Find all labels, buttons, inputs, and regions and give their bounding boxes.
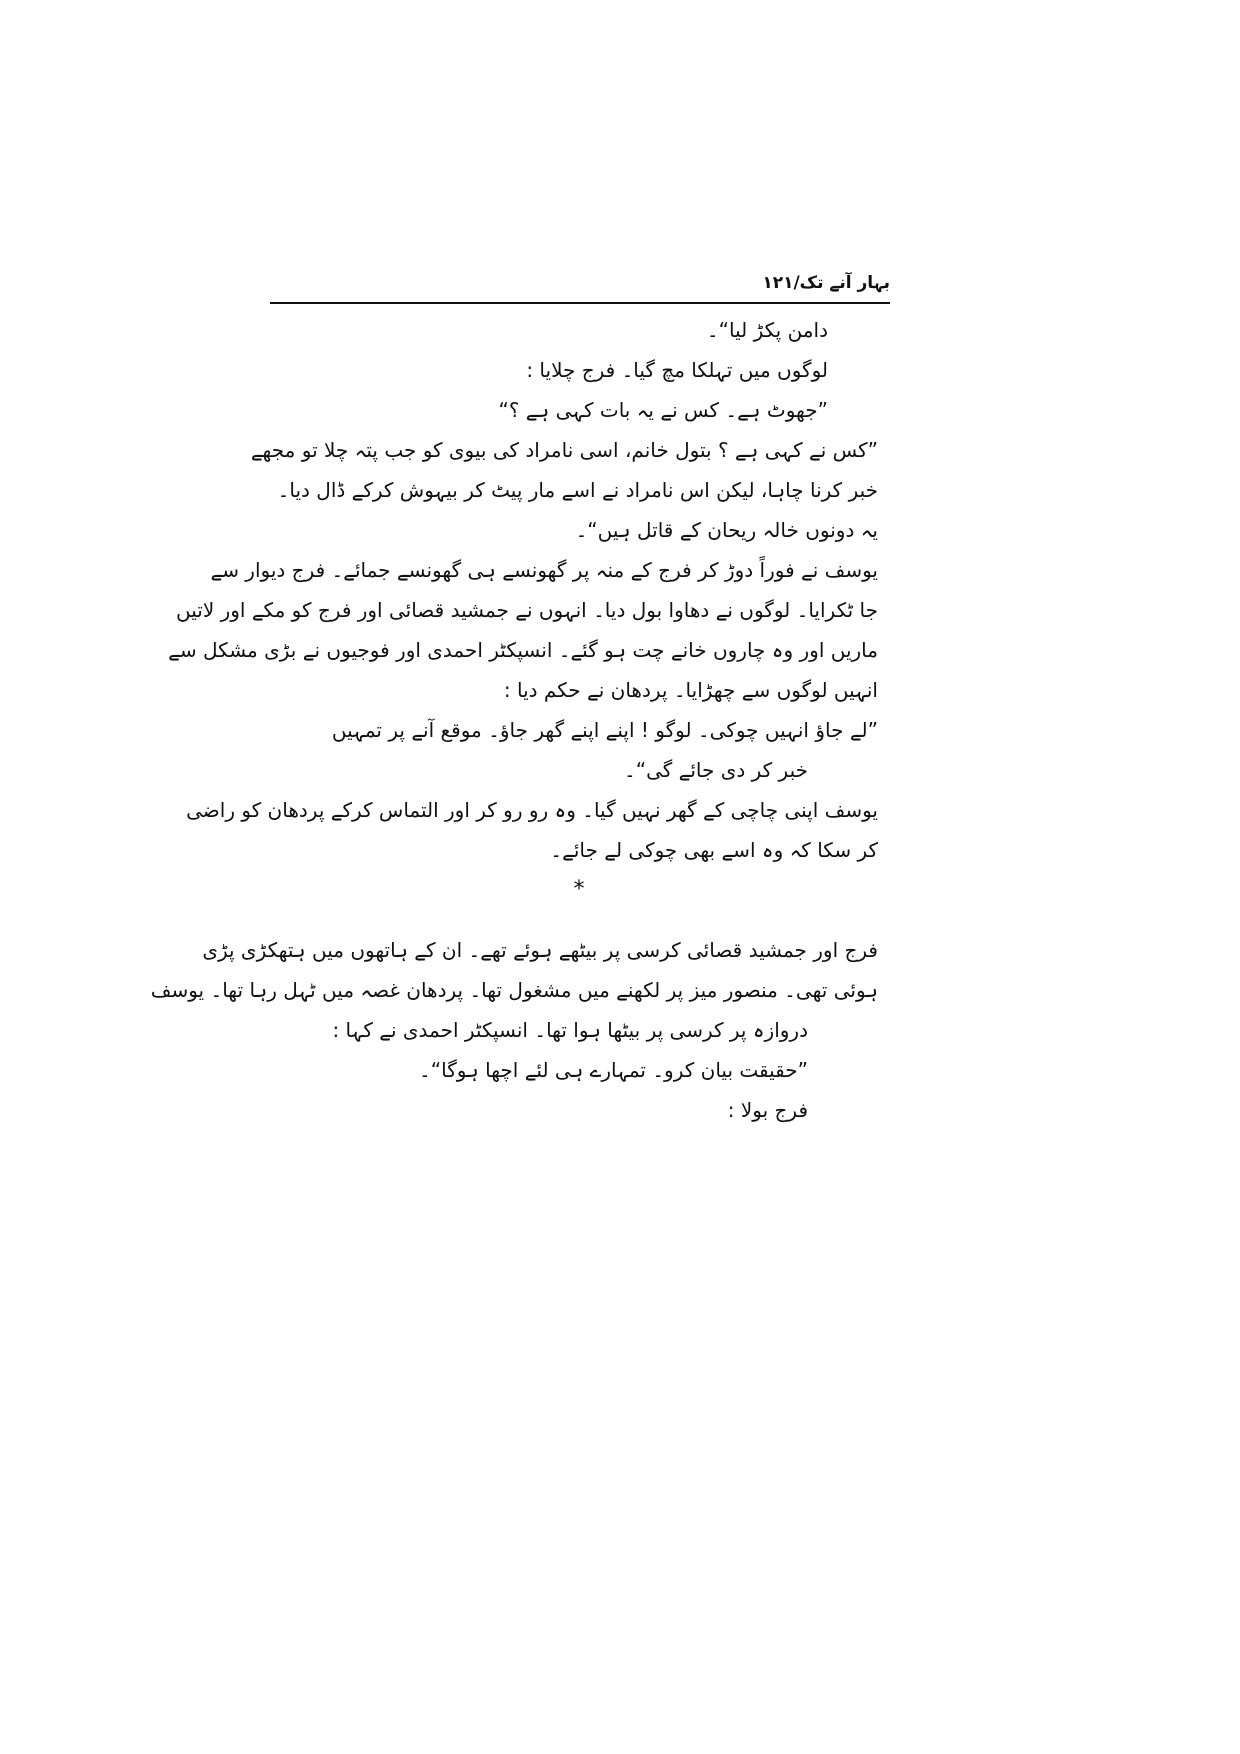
text-line: فرج اور جمشید قصائی کرسی پر بیٹھے ہوئے تھے۔ ان کے ہاتھوں میں ہتھکڑی پڑی <box>202 938 878 962</box>
text-line: دامن پکڑ لیا“۔ <box>706 318 828 342</box>
header-title: بہار آنے تک/۱۲۱ <box>762 273 890 293</box>
text-line: یوسف اپنی چاچی کے گھر نہیں گیا۔ وہ رو رو کر اور التماس کرکے پردھان کو راضی <box>186 798 878 822</box>
running-header <box>270 270 890 304</box>
text-line: ”حقیقت بیان کرو۔ تمہارے ہی لئے اچھا ہوگا“۔ <box>419 1058 808 1082</box>
section-break-star: * <box>573 877 585 902</box>
text-line: یوسف نے فوراً دوڑ کر فرج کے منہ پر گھونسے ہی گھونسے جمائے۔ فرج دیوار سے <box>210 558 878 582</box>
text-line: کر سکا کہ وہ اسے بھی چوکی لے جائے۔ <box>550 838 878 862</box>
text-line: خبر کرنا چاہا، لیکن اس نامراد نے اسے مار پیٹ کر بیہوش کرکے ڈال دیا۔ <box>277 478 878 502</box>
text-line: یہ دونوں خالہ ریحان کے قاتل ہیں“۔ <box>575 518 878 542</box>
text-line: جا ٹکرایا۔ لوگوں نے دھاوا بول دیا۔ انہوں نے جمشید قصائی اور فرج کو مکے اور لاتیں <box>176 598 878 622</box>
body-text <box>150 310 878 1130</box>
text-line: انہیں لوگوں سے چھڑایا۔ پردھان نے حکم دیا : <box>503 678 878 702</box>
text-line: دروازہ پر کرسی پر بیٹھا ہوا تھا۔ انسپکٹر احمدی نے کہا : <box>332 1018 808 1042</box>
text-line: ”کس نے کہی ہے ؟ بتول خانم، اسی نامراد کی بیوی کو جب پتہ چلا تو مجھے <box>250 438 878 462</box>
text-line: خبر کر دی جائے گی“۔ <box>624 758 808 782</box>
text-line: ”لے جاؤ انہیں چوکی۔ لوگو ! اپنے اپنے گھر جاؤ۔ موقع آنے پر تمہیں <box>331 718 878 742</box>
text-line: فرج بولا : <box>727 1098 808 1122</box>
header-rule <box>270 302 890 304</box>
spacer <box>280 910 878 930</box>
text-line: ”جھوٹ ہے۔ کس نے یہ بات کہی ہے ؟“ <box>498 398 828 422</box>
text-line: ہوئی تھی۔ منصور میز پر لکھنے میں مشغول تھا۔ پردھان غصہ میں ٹہل رہا تھا۔ یوسف <box>150 978 878 1002</box>
text-line: ماریں اور وہ چاروں خانے چت ہو گئے۔ انسپکٹر احمدی اور فوجیوں نے بڑی مشکل سے <box>168 638 878 662</box>
text-line: لوگوں میں تہلکا مچ گیا۔ فرج چلایا : <box>526 358 828 382</box>
